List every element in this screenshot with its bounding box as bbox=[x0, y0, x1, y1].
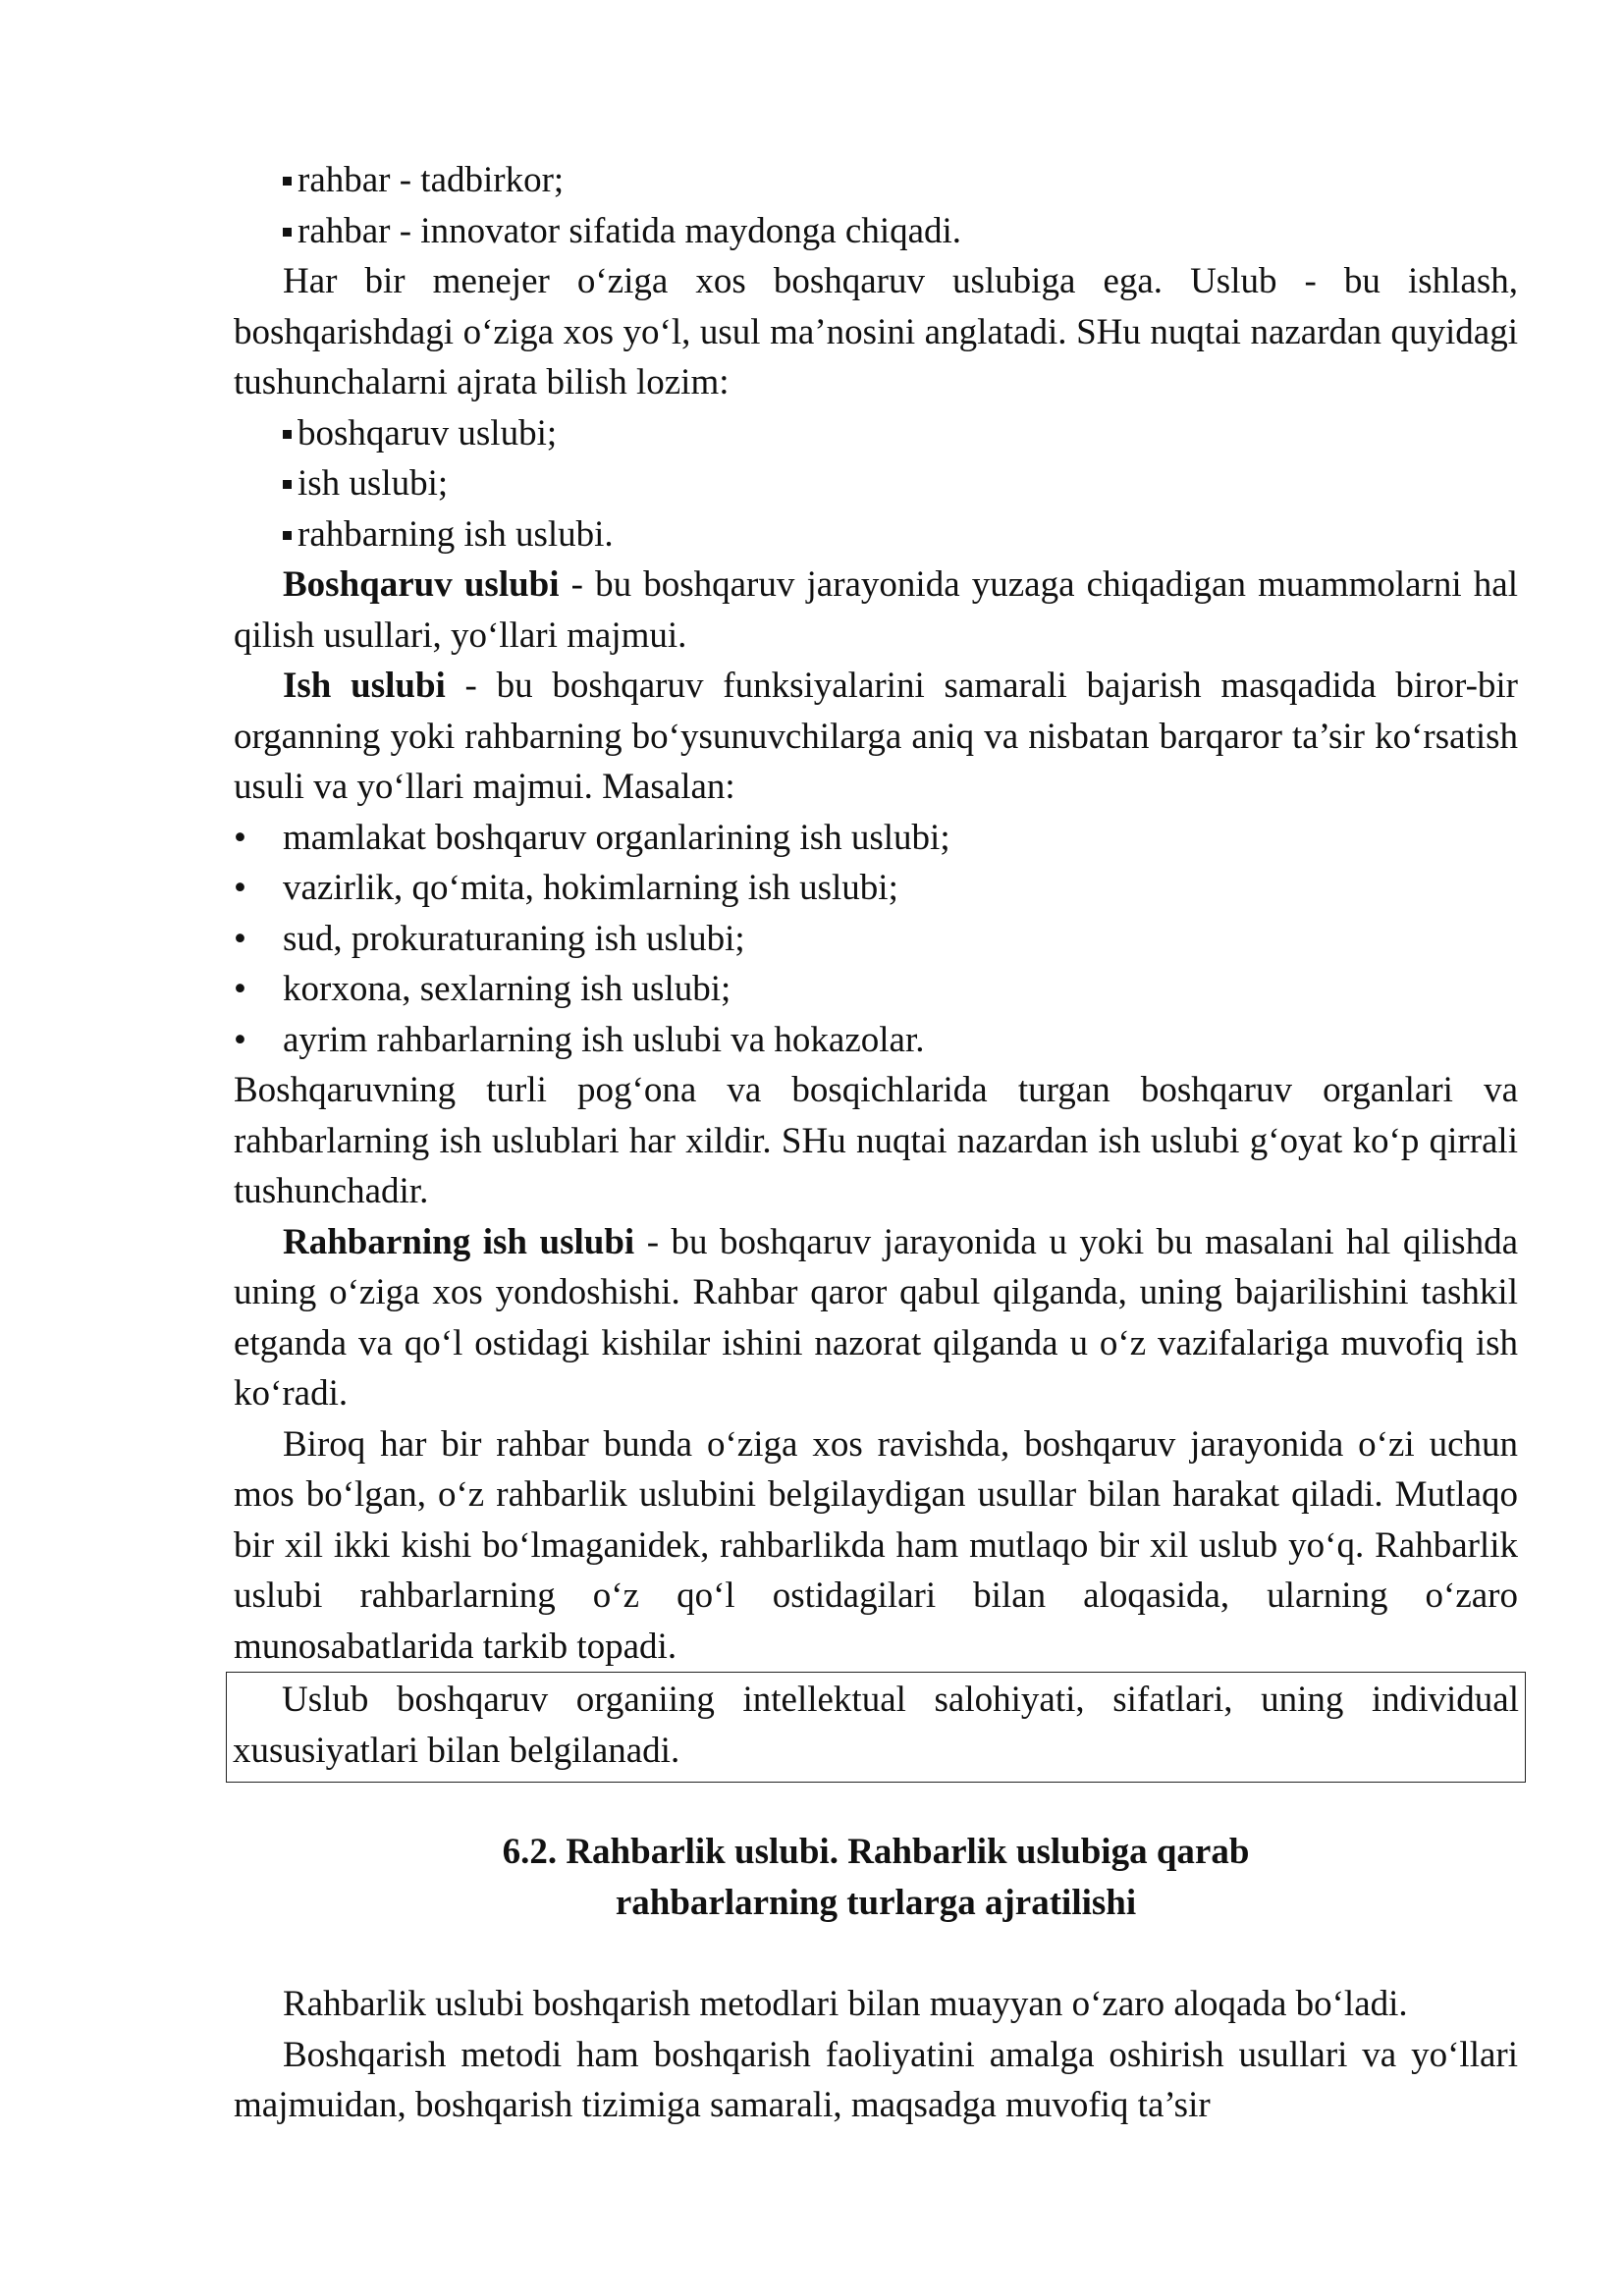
term: Ish uslubi bbox=[283, 666, 446, 706]
list-item: • ayrim rahbarlarning ish uslubi va hokazolar. bbox=[283, 1015, 1518, 1066]
bullet-icon: • bbox=[234, 817, 246, 858]
paragraph: Boshqarish metodi ham boshqarish faoliyatini amalga oshirish usullari va yo‘llari majmuidan, boshqarish tizimiga samarali, maqsadga muvofiq ta’sir bbox=[234, 2034, 1518, 2125]
bullet-icon: • bbox=[234, 1019, 246, 1060]
square-bullet-icon bbox=[283, 177, 292, 186]
paragraph-definition: Rahbarning ish uslubi - bu boshqaruv jarayonida u yoki bu masalani hal qilishda uning o‘ziga xos yondoshishi. Rahbar qaror qabul qilganda, uning bajarilishini tashkil etganda va qo‘l ostidagi kishilar ishini nazorat qilganda u o‘z vazifalariga muvofiq ish ko‘radi. bbox=[234, 1221, 1519, 1414]
section-heading-line: 6.2. Rahbarlik uslubi. Rahbarlik uslubiga qarab bbox=[502, 1832, 1250, 1872]
square-bullet-icon bbox=[283, 430, 292, 439]
list-item: rahbar - innovator sifatida maydonga chiqadi. bbox=[283, 206, 1518, 257]
list-item: • vazirlik, qo‘mita, hokimlarning ish uslubi; bbox=[283, 863, 1518, 914]
section-heading bbox=[234, 1827, 1518, 1928]
list-item: • korxona, sexlarning ish uslubi; bbox=[283, 964, 1518, 1015]
highlight-box bbox=[226, 1672, 1526, 1783]
paragraph: Rahbarlik uslubi boshqarish metodlari bilan muayyan o‘zaro aloqada bo‘ladi. bbox=[283, 1984, 1408, 2024]
paragraph: Har bir menejer o‘ziga xos boshqaruv uslubiga ega. Uslub - bu ishlash, boshqarishdagi o‘ziga xos yo‘l, usul ma’nosini anglatadi. SHu nuqtai nazardan quyidagi tushunchalarni ajrata bilish lozim: bbox=[234, 261, 1518, 402]
list-item: • mamlakat boshqaruv organlarining ish uslubi; bbox=[283, 813, 1518, 864]
list-item: rahbarning ish uslubi. bbox=[283, 509, 1518, 561]
bullet-icon: • bbox=[234, 868, 246, 908]
paragraph: Boshqaruvning turli pog‘ona va bosqichlarida turgan boshqaruv organlari va rahbarlarning ish uslublari har xildir. SHu nuqtai nazardan ish uslubi g‘oyat ko‘p qirrali tushunchadir. bbox=[234, 1070, 1518, 1211]
bullet-icon: • bbox=[234, 918, 246, 959]
square-bullet-icon bbox=[283, 531, 292, 540]
paragraph-definition: Boshqaruv uslubi - bu boshqaruv jarayonida yuzaga chiqadigan muammolarni hal qilish usullari, yo‘llari majmui. bbox=[234, 564, 1518, 656]
list-item: boshqaruv uslubi; bbox=[283, 408, 1518, 459]
square-bullet-icon bbox=[283, 228, 292, 237]
list-item: ish uslubi; bbox=[283, 458, 1518, 509]
boxed-text: Uslub boshqaruv organiing intellektual salohiyati, sifatlari, uning individual xususiyatlari bilan belgilanadi. bbox=[233, 1680, 1519, 1771]
paragraph-definition: Ish uslubi - bu boshqaruv funksiyalarini samarali bajarish masqadida biror-bir organning yoki rahbarning bo‘ysunuvchilarga aniq va nisbatan barqaror ta’sir ko‘rsatish usuli va yo‘llari majmui. Masalan: bbox=[234, 666, 1518, 807]
document-page bbox=[234, 155, 1518, 2131]
term: Boshqaruv uslubi bbox=[283, 564, 560, 605]
list-item: • sud, prokuraturaning ish uslubi; bbox=[283, 914, 1518, 965]
square-bullet-icon bbox=[283, 480, 292, 489]
term: Rahbarning ish uslubi bbox=[283, 1221, 635, 1262]
section-heading-line: rahbarlarning turlarga ajratilishi bbox=[615, 1882, 1137, 1923]
list-item: rahbar - tadbirkor; bbox=[283, 155, 1518, 206]
bullet-icon: • bbox=[234, 969, 246, 1009]
paragraph: Biroq har bir rahbar bunda o‘ziga xos ravishda, boshqaruv jarayonida o‘zi uchun mos bo‘lgan, o‘z rahbarlik uslubini belgilaydigan usullar bilan harakat qiladi. Mutlaqo bir xil ikki kishi bo‘lmaganidek, rahbarlikda ham mutlaqo bir xil uslub yo‘q. Rahbarlik uslubi rahbarlarning o‘z qo‘l ostidagilari bilan aloqasida, ularning o‘zaro munosabatlarida tarkib topadi. bbox=[234, 1423, 1518, 1667]
